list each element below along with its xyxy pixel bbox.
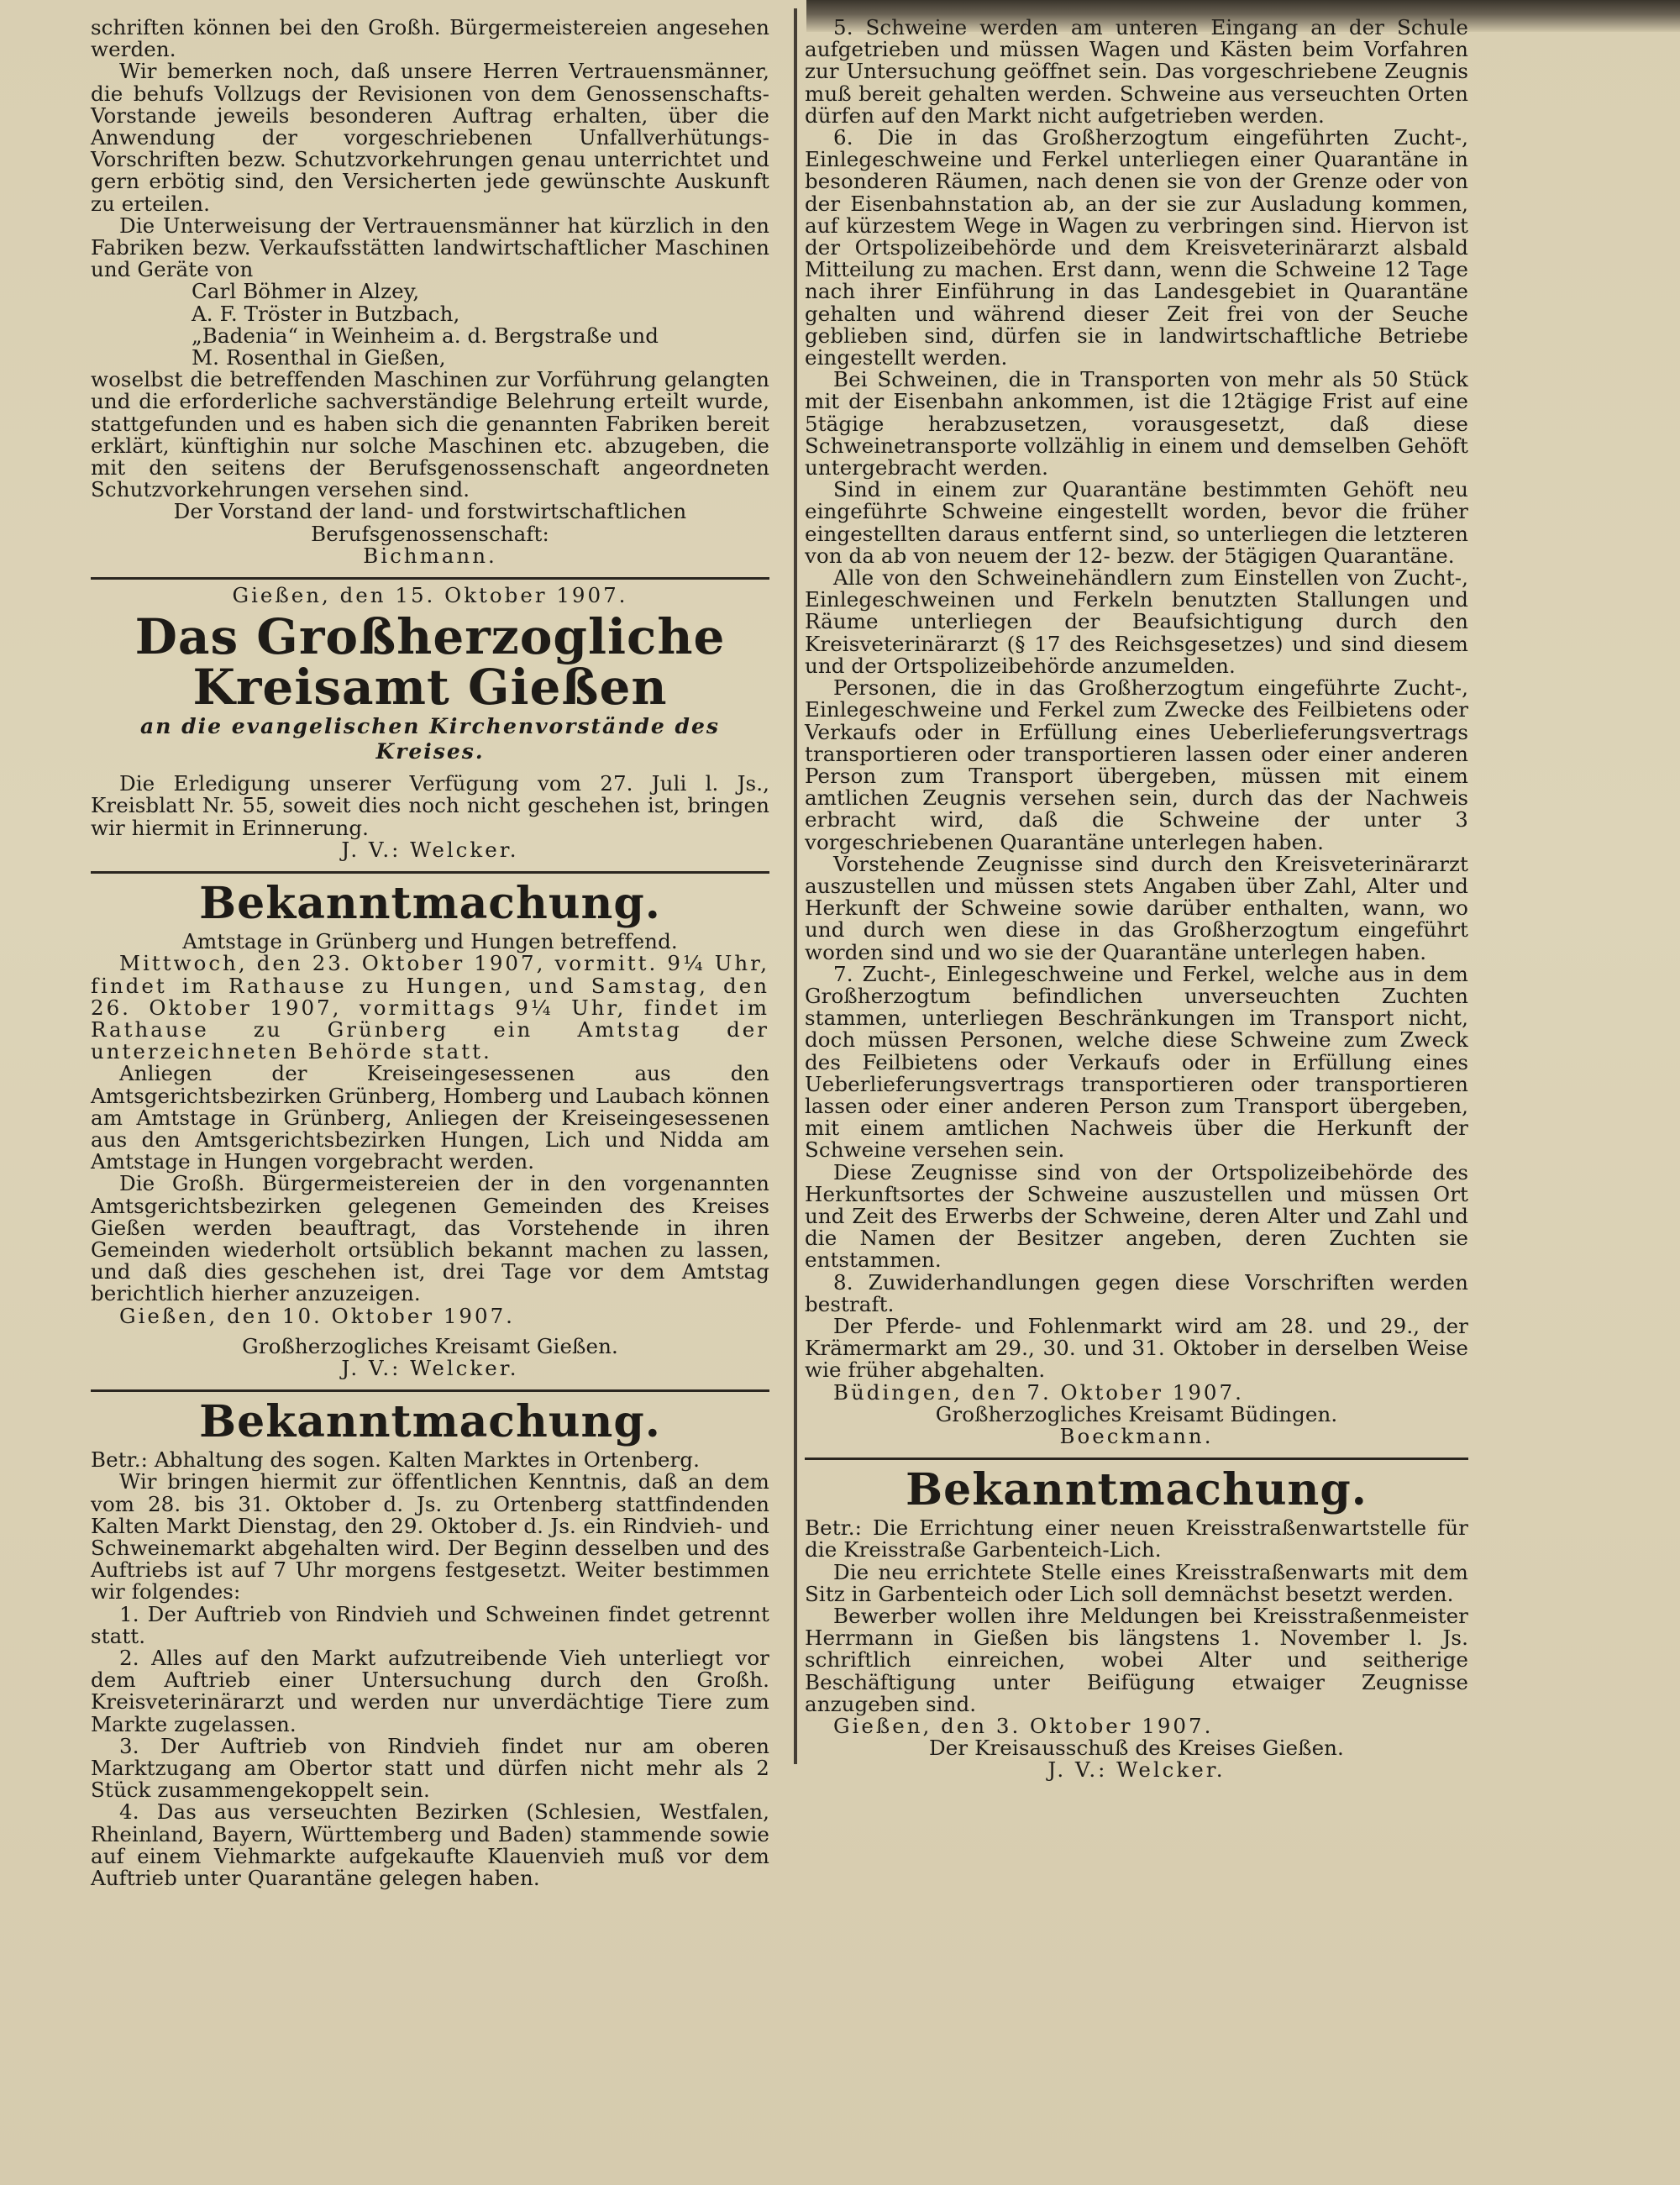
paragraph: Betr.: Abhaltung des sogen. Kalten Marktes in Ortenberg. <box>91 1447 700 1473</box>
paragraph: Diese Zeugnisse sind von der Ortspolizeibehörde des Herkunftsortes der Schweine auszustellen und müssen Ort und Zeit des Erwerbs der Schweine, deren Alter und Zahl und die Namen der Besitzer angeben, deren Zuchten sie entstammen. <box>805 1159 1468 1273</box>
paragraph: schriften können bei den Großh. Bürgermeistereien angesehen werden. <box>91 15 769 62</box>
paragraph: 7. Zucht-, Einlegeschweine und Ferkel, welche aus in dem Großherzogtum befindlichen unverseuchten Zuchten stammen, unterliegen Beschränkungen im Transport nicht, doch müssen Personen, welche diese Schweine zum Zweck des Feilbietens oder Verkaufs oder in Erfüllung eines Ueberlieferungsvertrags transportieren oder transportieren lassen oder einer anderen Person zum Transport übergeben, mit einem amtlichen Nachweis über die Herkunft der Schweine versehen sein. <box>805 961 1468 1163</box>
company-name: Carl Böhmer in Alzey, <box>192 279 420 304</box>
column-divider <box>794 8 797 1764</box>
paragraph: Die Unterweisung der Vertrauensmänner hat kürzlich in den Fabriken bezw. Verkaufsstätten landwirtschaftlicher Maschinen und Geräte von <box>91 213 769 282</box>
paragraph: Alle von den Schweinehändlern zum Einstellen von Zucht-, Einlegeschweinen und Ferkeln benutzten Stallungen und Räume unterliegen der Beaufsichtigung durch den Kreisveterinärarzt (§ 17 des Reichsgesetzes) und sind diesem und der Ortspolizeibehörde anzumelden. <box>805 565 1468 678</box>
paragraph: 5. Schweine werden am unteren Eingang an der Schule aufgetrieben und müssen Wagen und Kästen beim Vorfahren zur Untersuchung geöffnet sein. Das vorgeschriebene Zeugnis muß bereit gehalten werden. Schweine aus verseuchten Orten dürfen auf den Markt nicht aufgetrieben werden. <box>805 15 1468 128</box>
paragraph: 6. Die in das Großherzogtum eingeführten Zucht-, Einlegeschweine und Ferkel unterliegen einer Quarantäne in besonderen Räumen, nach denen sie von der Grenze oder von der Eisenbahnstation ab, an der sie zur Ausladung kommen, auf kürzestem Wege in Wagen zu verbringen sind. Hiervon ist der Ortspolizeibehörde und dem Kreisveterinärarzt alsbald Mitteilung zu machen. Erst dann, wenn die Schweine 12 Tage nach ihrer Einführung in das Landesgebiet in Quarantäne gehalten und während dieser Zeit frei von der Seuche geblieben sind, dürfen sie in landwirtschaftliche Betriebe eingestellt werden. <box>805 125 1468 370</box>
signature-name: J. V.: Welcker. <box>341 837 519 862</box>
paragraph: Mittwoch, den 23. Oktober 1907, vormitt. 9¼ Uhr, findet im Rathause zu Hungen, und Samstag, den 26. Oktober 1907, vormittags 9¼ Uhr, findet im Rathause zu Grünberg ein Amtstag der unterzeichneten Behörde statt. <box>91 951 769 1064</box>
paragraph: Vorstehende Zeugnisse sind durch den Kreisveterinärarzt auszustellen und müssen stets Angaben über Zahl, Alter und Herkunft der Schweine sowie darüber enthalten, wann, wo und durch wen diese in das Großherzogtum eingeführt worden sind und wo sie der Quarantäne unterlegen haben. <box>805 851 1468 964</box>
paragraph: Der Pferde- und Fohlenmarkt wird am 28. und 29., der Krämermarkt am 29., 30. und 31. Oktober in derselben Weise wie früher abgehalten. <box>805 1313 1468 1383</box>
paragraph: Sind in einem zur Quarantäne bestimmten Gehöft neu eingeführte Schweine eingestellt worden, bevor die früher eingestellten daraus entfernt sind, so unterliegen die letzteren von da ab von neuem der 12- bezw. der 5tägigen Quarantäne. <box>805 477 1468 568</box>
paragraph: 4. Das aus verseuchten Bezirken (Schlesien, Westfalen, Rheinland, Bayern, Württemberg und Baden) stammende sowie auf einem Viehmarkte aufgekaufte Klauenvieh muß vor dem Auftrieb unter Quarantäne gelegen haben. <box>91 1799 769 1891</box>
paragraph: Anliegen der Kreiseingesessenen aus den Amtsgerichtsbezirken Grünberg, Homberg und Laubach können am Amtstage in Grünberg, Anliegen der Kreiseingesessenen aus den Amtsgerichtsbezirken Hungen, Lich und Nidda am Amtstage in Hungen vorgebracht werden. <box>91 1061 769 1174</box>
paragraph: Personen, die in das Großherzogtum eingeführte Zucht-, Einlegeschweine und Ferkel zum Zwecke des Feilbietens oder Verkaufs oder in Erfüllung eines Ueberlieferungsvertrags transportieren oder transportieren lassen oder einer anderen Person zum Transport übergeben, müssen mit einem amtlichen Zeugnis versehen sein, durch das der Nachweis erbracht wird, daß die Schweine der unter 3 vorgeschriebenen Quarantäne unterlegen haben. <box>805 675 1468 854</box>
company-name: A. F. Tröster in Butzbach, <box>192 301 460 326</box>
signature-name: Boeckmann. <box>1059 1424 1214 1448</box>
paragraph: Betr.: Die Errichtung einer neuen Kreisstraßenwartstelle für die Kreisstraße Garbenteich-Lich. <box>805 1515 1468 1563</box>
headline: Bekanntmachung. <box>906 1464 1368 1516</box>
paragraph: Wir bringen hiermit zur öffentlichen Kenntnis, daß an dem vom 28. bis 31. Oktober d. Js. zu Ortenberg stattfindenden Kalten Markt Dienstag, den 29. Oktober d. Js. ein Rindvieh- und Schweinemarkt abgehalten wird. Der Beginn desselben und des Auftriebs ist auf 7 Uhr morgens festgesetzt. Weiter bestimmen wir folgendes: <box>91 1469 769 1605</box>
signature-line: Der Vorstand der land- und forstwirtschaftlichen <box>173 499 687 524</box>
paragraph: 8. Zuwiderhandlungen gegen diese Vorschriften werden bestraft. <box>805 1269 1468 1316</box>
paragraph: Die Erledigung unserer Verfügung vom 27. Juli l. Js., Kreisblatt Nr. 55, soweit dies noch nicht geschehen ist, bringen wir hiermit in Erinnerung. <box>91 771 769 840</box>
section-divider <box>91 1389 769 1392</box>
signature-line: Großherzogliches Kreisamt Büdingen. <box>935 1401 1338 1426</box>
dateline: Gießen, den 3. Oktober 1907. <box>833 1714 1214 1739</box>
headline: Das Großherzogliche Kreisamt Gießen <box>134 608 726 717</box>
dateline: Büdingen, den 7. Oktober 1907. <box>833 1379 1244 1405</box>
paragraph: Die neu errichtete Stelle eines Kreisstraßenwarts mit dem Sitz in Garbenteich oder Lich soll demnächst besetzt werden. <box>805 1559 1468 1606</box>
paragraph: woselbst die betreffenden Maschinen zur Vorführung gelangten und die erforderliche sachverständige Belehrung erteilt wurde, stattgefunden und es haben sich die genannten Fabriken bereit erklärt, künftighin nur solche Maschinen etc. abzugeben, die mit den seitens der Berufsgenossenschaft angeordneten Schutzvorkehrungen versehen sind. <box>91 367 769 502</box>
headline: Bekanntmachung. <box>199 1396 661 1448</box>
section-divider <box>91 577 769 580</box>
subheadline: an die evangelischen Kirchenvorstände des Kreises. <box>140 714 720 764</box>
paragraph: Bei Schweinen, die in Transporten von mehr als 50 Stück mit der Eisenbahn ankommen, ist die 12tägige Frist auf eine 5tägige herabzusetzen, vorausgesetzt, daß diese Schweinetransporte vollzählig in einem und demselben Gehöft untergebracht werden. <box>805 367 1468 481</box>
paragraph: Die Großh. Bürgermeistereien der in den vorgenannten Amtsgerichtsbezirken gelegenen Gemeinden des Kreises Gießen werden beauftragt, das Vorstehende in ihren Gemeinden wiederholt ortsüblich bekannt machen zu lassen, und daß dies geschehen ist, drei Tage vor dem Amtstag berichtlich hierher anzuzeigen. <box>91 1171 769 1306</box>
paragraph: 1. Der Auftrieb von Rindvieh und Schweinen findet getrennt statt. <box>91 1601 769 1648</box>
signature-line: Der Kreisausschuß des Kreises Gießen. <box>929 1736 1344 1761</box>
paragraph: Amtstage in Grünberg und Hungen betreffend. <box>182 929 678 954</box>
section-divider <box>805 1458 1468 1460</box>
signature-name: J. V.: Welcker. <box>1047 1757 1226 1783</box>
paragraph: Bewerber wollen ihre Meldungen bei Kreisstraßenmeister Herrmann in Gießen bis längstens 1. November l. Js. schriftlich einreichen, wobei Alter und seitherige Beschäftigung unter Beifügung etwaiger Zeugnisse anzugeben sind. <box>805 1604 1468 1716</box>
paragraph: Wir bemerken noch, daß unsere Herren Vertrauensmänner, die behufs Vollzugs der Revisionen von dem Genossenschafts-Vorstande jeweils besonderen Auftrag erhalten, über die Anwendung der vorgeschriebenen Unfallverhütungs-Vorschriften bezw. Schutzvorkehrungen genau unterrichtet und gern erbötig sind, den Versicherten jede gewünschte Auskunft zu erteilen. <box>91 59 769 216</box>
signature-line: Berufsgenossenschaft: <box>311 521 549 546</box>
left-column <box>91 17 769 1889</box>
paragraph: 2. Alles auf den Markt aufzutreibende Vieh unterliegt vor dem Auftrieb einer Untersuchung durch den Großh. Kreisveterinärarzt und werden nur unverdächtige Tiere zum Markte zugelassen. <box>91 1645 769 1736</box>
paragraph: 3. Der Auftrieb von Rindvieh findet nur am oberen Marktzugang am Obertor statt und dürfen nicht mehr als 2 Stück zusammengekoppelt sein. <box>91 1733 769 1803</box>
dateline: Gießen, den 10. Oktober 1907. <box>119 1303 515 1328</box>
dateline: Gießen, den 15. Oktober 1907. <box>232 583 628 608</box>
section-divider <box>91 871 769 874</box>
company-name: „Badenia“ in Weinheim a. d. Bergstraße und <box>192 323 659 348</box>
right-column <box>805 17 1468 1782</box>
signature-line: Großherzogliches Kreisamt Gießen. <box>242 1333 618 1358</box>
signature-name: J. V.: Welcker. <box>341 1355 519 1380</box>
signature-name: Bichmann. <box>363 543 497 568</box>
company-name: M. Rosenthal in Gießen, <box>192 345 446 370</box>
headline: Bekanntmachung. <box>199 878 661 930</box>
